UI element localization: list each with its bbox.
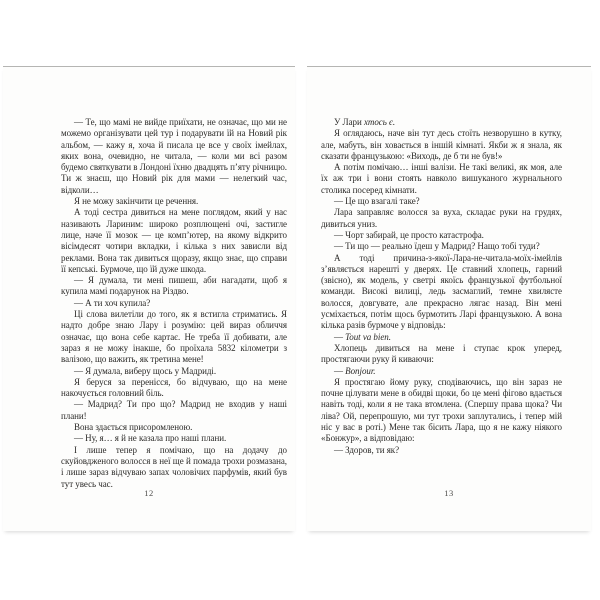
paragraph: — Здоров, ти як? [334,444,400,455]
book-spread [0,66,600,531]
paragraph: — Я думала, виберу щось у Мадриді. [74,365,217,376]
paragraph: — Ти що — реально їдеш у Мадрид? Нащо тобі туди? [334,241,540,252]
paragraph: Ці слова вилетіли до того, як я встигла стриматись. Я надто добре знаю Лару і розумію: цей вираз обличчя означає, що вона себе картає. Не треба її добивати, але зараз я не можу інакше, бо проїхала 5832 кілометри з валізою, що важить, як третина мене! [61,309,287,365]
paragraph: Лара заправляє волосся за вуха, складає руки на грудях, дивиться униз. [321,207,562,229]
paragraph: У Лари хтось є. [334,117,396,127]
paragraph: — Мадрид? Ти про що? Мадрид не входив у наші плани! [61,399,287,421]
paragraph: І лише тепер я помічаю, що на додачу до скуйовдженого волосся в неї ще й помада трохи розмазана, і лише зараз відчуваю запах чоловічих парфумів, який був тут увесь час. [61,444,287,489]
paragraph: — Це що взагалі таке? [334,196,420,207]
paragraph: Я не можу закінчити це речення. [74,196,199,207]
page-text-right [321,117,562,456]
book-page-right[interactable] [307,66,591,531]
paragraph: А тоді сестра дивиться на мене поглядом, який у нас називають Лариним: широко розплющені очі, застигле лице, наче її мозок — це комп’ютер, на якому відкрито вісімдесят чотири вкладки, і кілька з них зависли від реклами. Вона так дивиться щоразу, якщо знає, що справи її кепські. Бурмоче, що їй дуже шкода. [61,207,287,274]
paragraph: — Bonjour. [334,365,376,376]
paragraph: — Ну, я… я й не казала про наші плани. [74,433,227,444]
paragraph: А потім помічаю… інші валізи. Не такі великі, як моя, але їх аж три і вони стоять навколо вишуканого журнального столика посеред кімнати. [321,162,562,195]
paragraph: Хлопець дивиться на мене і ступає крок уперед, простягаючи руку й киваючи: [321,342,562,365]
paragraph: Я оглядаюсь, наче він тут десь стоїть незворушно в кутку, але, мабуть, він ховається в іншій кімнаті. Якби ж я знала, як сказати французькою: «Виходь, де б ти не був!» [321,128,562,161]
paragraph: — Те, що мамі не вийде приїхати, не означає, що ми не можемо організувати цей тур і подарувати їй на Новий рік альбом, — кажу я, хоча й писала це все у своїх імейлах, яких вона, очевидно, не читала, — коли ми всі разом будемо святкувати в Лондоні їхню двадцять п’яту річницю. Ти ж знаєш, що Новий рік для мами — нелегкий час, відколи… [61,117,287,195]
page-number-left: 12 [144,488,154,498]
paragraph: — Я думала, ти мені пишеш, аби нагадати, щоб я купила мамі подарунок на Різдво. [61,275,287,297]
page-text-left [61,117,287,490]
paragraph: — А ти хоч купила? [74,297,151,308]
paragraph: Я простягаю йому руку, сподіваючись, що він зараз не почне цілувати мене в обидві щоки, бо це мені фігово вдається навіть тоді, коли я не така втомлена. (Спершу права щока? Чи ліва? Ой, перепрошую, ми тут трохи заплутались, і тепер мій ніс у вас в роті.) Мене так бісить Лара, що я не кажу ніякого «Бонжур», а відповідаю: [321,376,562,444]
book-page-left[interactable] [3,66,295,531]
paragraph: Я беруся за перенісся, бо відчуваю, що на мене накочується головний біль. [61,376,287,399]
page-number-right: 13 [444,488,454,498]
paragraph: Вона здається присоромленою. [74,422,193,433]
paragraph: — Tout va bien. [334,331,391,342]
paragraph: — Чорт забирай, це просто катастрофа. [334,229,484,240]
paragraph: А тоді причина-з-якої-Лара-не-читала-моїх-імейлів з’являється нарешті у дверях. Це ставний хлопець, гарний (звісно), як модель, у светрі якоїсь французької футбольної команди. Високі вилиці, ледь засмаглий, темне хвилясте волосся, довгувате, але прекрасно лягає назад. Він мені усміхається, потім щось бурмотить Ларі французькою. А вона кілька разів бурмоче у відповідь: [321,252,562,331]
